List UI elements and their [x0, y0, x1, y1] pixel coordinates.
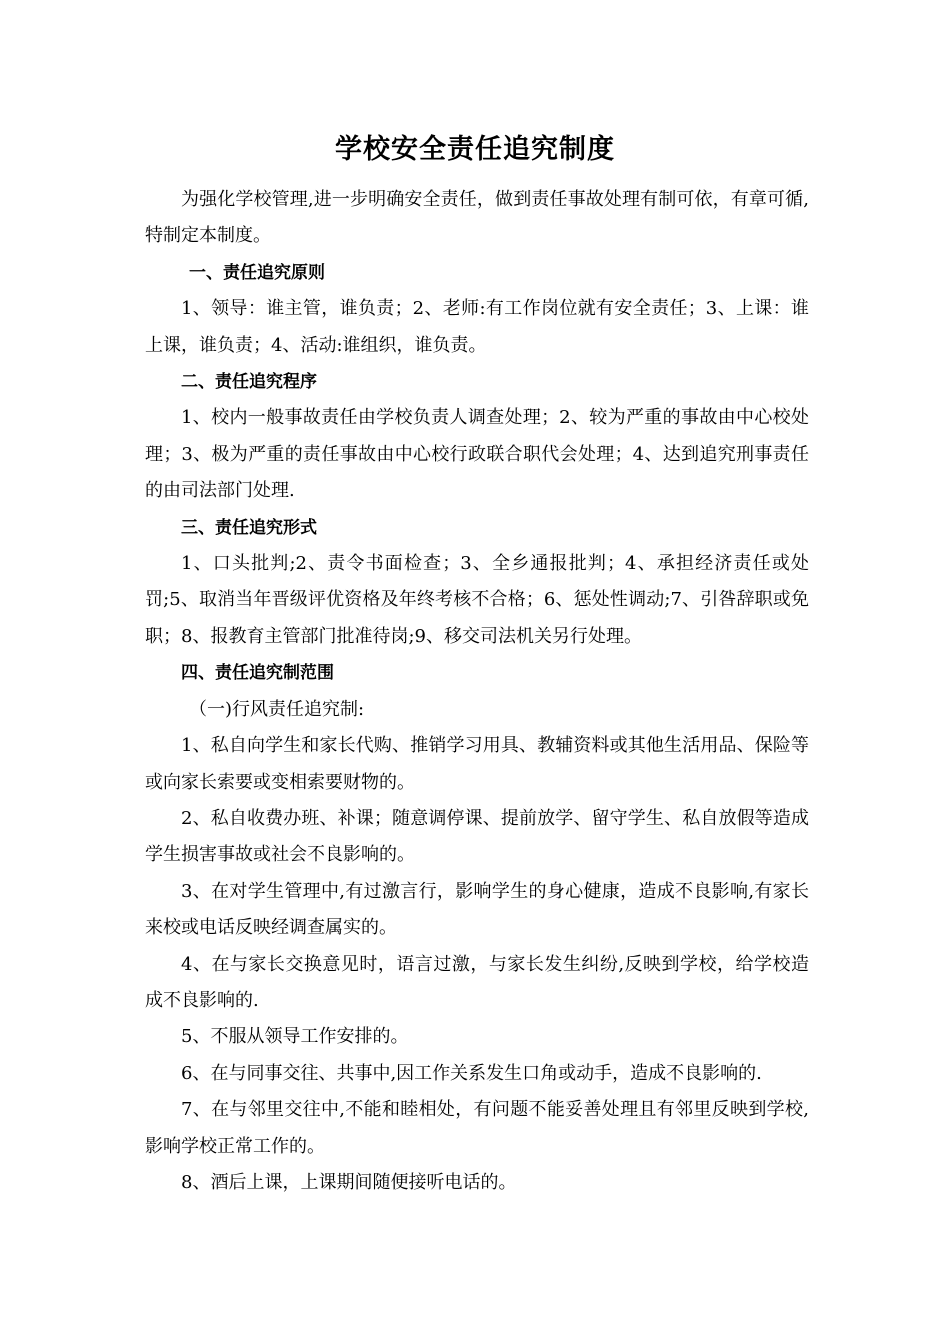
subsection-heading-conduct: （一)行风责任追究制: — [189, 698, 365, 720]
list-item: 7、在与邻里交往中,不能和睦相处，有问题不能妥善处理且有邻里反映到学校,影响学校正常工作的。 — [145, 1099, 809, 1157]
list-item: 6、在与同事交往、共事中,因工作关系发生口角或动手，造成不良影响的. — [181, 1062, 762, 1084]
list-item: 4、在与家长交换意见时，语言过激，与家长发生纠纷,反映到学校，给学校造成不良影响的. — [145, 953, 809, 1011]
document-body — [145, 182, 809, 1201]
section-heading-procedure: 二、责任追究程序 — [181, 372, 317, 393]
section-body-forms: 1、口头批判;2、责令书面检查；3、全乡通报批判；4、承担经济责任或处罚;5、取消当年晋级评优资格及年终考核不合格；6、惩处性调动;7、引咎辞职或免职；8、报教育主管部门批准待岗;9、移交司法机关另行处理。 — [145, 553, 809, 647]
section-body-principles: 1、领导：谁主管，谁负责；2、老师:有工作岗位就有安全责任；3、上课：谁上课，谁负责；4、活动:谁组织，谁负责。 — [145, 298, 809, 356]
section-heading-scope: 四、责任追究制范围 — [181, 663, 334, 684]
list-item: 3、在对学生管理中,有过激言行，影响学生的身心健康，造成不良影响,有家长来校或电话反映经调查属实的。 — [145, 880, 809, 939]
section-heading-principles: 一、责任追究原则 — [189, 262, 325, 283]
section-body-procedure: 1、校内一般事故责任由学校负责人调查处理；2、较为严重的事故由中心校处理；3、极为严重的责任事故由中心校行政联合职代会处理；4、达到追究刑事责任的由司法部门处理. — [145, 407, 809, 502]
document-title: 学校安全责任追究制度 — [335, 134, 615, 165]
list-item: 1、私自向学生和家长代购、推销学习用具、教辅资料或其他生活用品、保险等或向家长索要或变相索要财物的。 — [145, 735, 809, 793]
list-item: 5、不服从领导工作安排的。 — [181, 1026, 409, 1048]
list-item: 8、酒后上课，上课期间随便接听电话的。 — [181, 1171, 517, 1193]
section-heading-forms: 三、责任追究形式 — [181, 517, 317, 538]
list-item: 2、私自收费办班、补课；随意调停课、提前放学、留守学生、私自放假等造成学生损害事故或社会不良影响的。 — [145, 807, 809, 866]
intro-paragraph: 为强化学校管理,进一步明确安全责任，做到责任事故处理有制可依，有章可循,特制定本制度。 — [145, 189, 809, 247]
